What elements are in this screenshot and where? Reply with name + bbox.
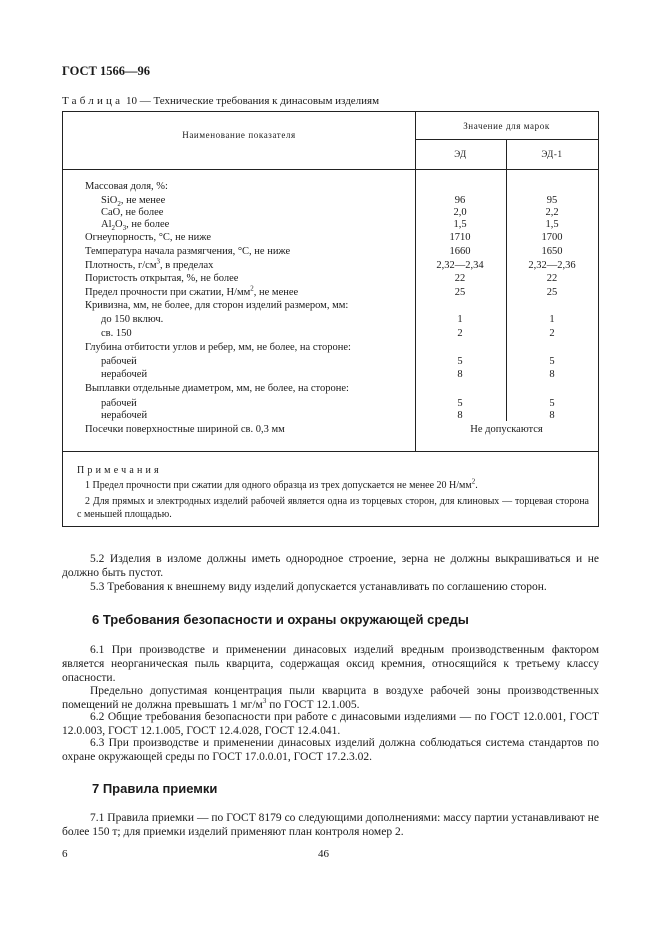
table-row: рабочей 5 5 <box>101 356 555 367</box>
table-row: нерабочей 8 8 <box>101 410 555 421</box>
table-row: нерабочей 8 8 <box>101 369 555 380</box>
requirements-table <box>62 111 599 527</box>
table-row: Массовая доля, %: <box>85 181 168 192</box>
paragraph-5-3: 5.3 Требования к внешнему виду изделий допускается устанавливать по соглашению сторон. <box>90 581 547 593</box>
notes-heading: Примечания <box>77 465 162 476</box>
paragraph-6-2: 6.2 Общие требования безопасности при работе с динасовыми изделиями — по ГОСТ 12.0.001, ГОСТ 12.0.003, ГОСТ 12.1.005, ГОСТ 12.4.028, ГОСТ 12.4.041. <box>62 711 599 737</box>
document-header: ГОСТ 1566—96 <box>62 64 151 78</box>
table-row: до 150 включ. 1 1 <box>101 314 555 325</box>
column-header-brand-ed: ЭД <box>454 149 467 159</box>
table-divider <box>415 139 598 140</box>
table-caption <box>62 95 379 107</box>
table-divider <box>63 451 598 452</box>
table-row: Выплавки отдельные диаметром, мм, не более, на стороне: <box>85 383 349 394</box>
table-row: Кривизна, мм, не более, для сторон изделий размером, мм: <box>85 300 349 311</box>
paragraph-6-3: 6.3 При производстве и применении динасовых изделий должна соблюдаться система стандартов по охране окружающей среды по ГОСТ 17.0.0.01, ГОСТ 17.2.3.02. <box>62 737 599 763</box>
table-row: $Al_2O_3$, не более 1,5 1,5 <box>101 219 559 233</box>
paragraph-7-1: 7.1 Правила приемки — по ГОСТ 8179 со следующими дополнениями: массу партии устанавливают не более 150 т; для приемки изделий применяют план контроля номер 2. <box>62 812 599 838</box>
table-row: SiO$_2$, не менее 96 95 <box>101 195 558 209</box>
paragraph-5-2: 5.2 Изделия в изломе должны иметь однородное строение, зерна не должны выкрашиваться и не должно быть пустот. <box>62 553 599 579</box>
column-header-values: Значение для марок <box>463 121 550 131</box>
table-row: Предел прочности при сжатии, $Н/мм^2$, не менее 25 25 <box>85 284 558 298</box>
table-row: рабочей 5 5 <box>101 398 555 409</box>
table-row: Пористость открытая, %, не более 22 22 <box>85 273 558 284</box>
note-1: 1 Предел прочности при сжатии для одного образца из трех допускается не менее 20 $Н/мм^2$. <box>85 477 478 491</box>
table-notes <box>77 464 589 521</box>
column-header-name: Наименование показателя <box>182 130 296 140</box>
note-2: 2 Для прямых и электродных изделий рабочей является одна из торцевых сторон, для клиновых — торцевая сторона с меньшей площадью. <box>77 496 589 520</box>
table-caption-text: 10 — Технические требования к динасовым изделиям <box>125 95 380 107</box>
table-row: Глубина отбитости углов и ребер, мм, не более, на стороне: <box>85 342 351 353</box>
table-caption-prefix: Таблица <box>62 95 124 107</box>
column-header-brand-ed1: ЭД-1 <box>541 149 563 159</box>
table-row: св. 150 2 2 <box>101 328 555 339</box>
table-row: Плотность, $г/см^3$, в пределах 2,32—2,34 2,32—2,36 <box>85 257 576 271</box>
table-row: Посечки поверхностные шириной св. 0,3 мм Не допускаются <box>85 424 543 435</box>
table-row: Огнеупорность, °С, не ниже 1710 1700 <box>85 232 563 243</box>
table-divider <box>63 169 598 170</box>
paragraph-6-1: 6.1 При производстве и применении динасовых изделий вредным производственным фактором является неорганическая пыль кварцита, содержащая оксид кремния, относящийся к третьему классу опасности. <box>62 644 599 684</box>
table-row: Температура начала размягчения, °С, не ниже 1660 1650 <box>85 246 563 257</box>
section-7-title: 7 Правила приемки <box>92 781 218 796</box>
section-6-title: 6 Требования безопасности и охраны окружающей среды <box>92 612 469 627</box>
page-number-center: 46 <box>318 848 329 860</box>
page-number-left: 6 <box>62 848 68 860</box>
paragraph-6-1-limit: Предельно допустимая концентрация пыли кварцита в воздухе рабочей зоны производственных помещений не должна превышать 1 $мг/м^3$ по ГОСТ 12.1.005. <box>62 685 599 711</box>
table-row: CaO, не более 2,0 2,2 <box>101 207 559 218</box>
